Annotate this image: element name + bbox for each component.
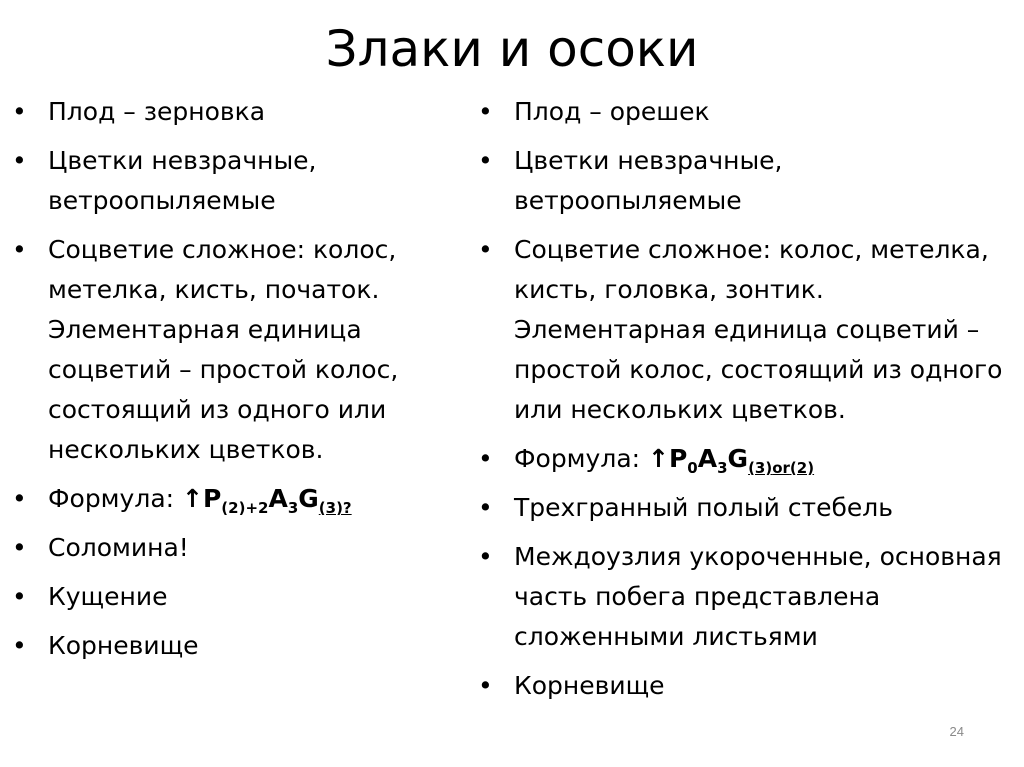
right-item-formula [478, 439, 1008, 479]
right-item-text: Соцветие сложное: колос, метелка, кисть, головка, зонтик. Элементарная единица соцветий – простой колос, состоящий из одного или нескольких цветков. [514, 235, 1003, 424]
bullet-icon: • [12, 533, 27, 562]
left-item-rhizome [12, 626, 452, 666]
formula-gynoecium: G [727, 444, 749, 473]
bullet-icon: • [12, 146, 27, 175]
arrow-up-icon: ↑ [182, 484, 203, 513]
right-item-fruit [478, 92, 1008, 132]
formula-gynoecium: G [298, 484, 319, 513]
formula-androecium-count: 3 [717, 459, 728, 477]
formula-perianth-count: 0 [687, 459, 698, 477]
formula-perianth: P [668, 444, 688, 473]
bullet-icon: • [478, 97, 493, 126]
formula-perianth: P [202, 484, 222, 513]
bullet-icon: • [478, 542, 493, 571]
right-item-flowers [478, 141, 1008, 221]
right-column-list [478, 92, 1008, 715]
bullet-icon: • [12, 235, 27, 264]
left-item-inflorescence [12, 230, 452, 470]
formula-gynoecium-count [748, 459, 814, 477]
right-item-rhizome [478, 666, 1008, 706]
left-item-text: Соломина! [48, 533, 189, 562]
bullet-icon: • [478, 671, 493, 700]
left-column-list [12, 92, 452, 675]
left-item-text: Корневище [48, 631, 199, 660]
formula-label: Формула: [48, 484, 183, 513]
bullet-icon: • [478, 444, 493, 473]
right-item-inflorescence [478, 230, 1008, 430]
flower-formula [648, 444, 815, 477]
formula-gynoecium-or: or [772, 459, 790, 477]
right-item-internodes [478, 537, 1008, 657]
right-item-text: Междоузлия укороченные, основная часть побега представлена сложенными листьями [514, 542, 1002, 651]
formula-gynoecium-count-a: (3) [748, 459, 773, 477]
formula-gynoecium-count: (3)? [318, 499, 352, 517]
bullet-icon: • [12, 631, 27, 660]
formula-perianth-count: (2)+2 [221, 499, 269, 517]
arrow-up-icon: ↑ [648, 444, 669, 473]
right-item-text: Корневище [514, 671, 665, 700]
left-item-text: Кущение [48, 582, 168, 611]
left-item-flowers [12, 141, 452, 221]
flower-formula [182, 484, 352, 517]
formula-label: Формула: [514, 444, 649, 473]
right-item-text: Плод – орешек [514, 97, 710, 126]
bullet-icon: • [12, 484, 27, 513]
page-number: 24 [949, 724, 964, 739]
right-item-stem [478, 488, 1008, 528]
left-item-fruit [12, 92, 452, 132]
left-item-text: Цветки невзрачные, ветроопыляемые [48, 146, 317, 215]
formula-androecium-count: 3 [287, 499, 299, 517]
left-item-culm [12, 528, 452, 568]
bullet-icon: • [12, 582, 27, 611]
formula-gynoecium-count-b: (2) [789, 459, 815, 477]
left-item-formula [12, 479, 452, 519]
bullet-icon: • [478, 493, 493, 522]
formula-androecium: A [268, 484, 288, 513]
right-item-text: Трехгранный полый стебель [514, 493, 894, 522]
left-item-text: Плод – зерновка [48, 97, 266, 126]
formula-androecium: A [697, 444, 718, 473]
left-item-text: Соцветие сложное: колос, метелка, кисть, початок. Элементарная единица соцветий – простой колос, состоящий из одного или нескольких цветков. [48, 235, 399, 464]
bullet-icon: • [12, 97, 27, 126]
left-item-tillering [12, 577, 452, 617]
bullet-icon: • [478, 235, 493, 264]
bullet-icon: • [478, 146, 493, 175]
right-item-text: Цветки невзрачные, ветроопыляемые [514, 146, 783, 215]
slide-title: Злаки и осоки [325, 20, 699, 78]
